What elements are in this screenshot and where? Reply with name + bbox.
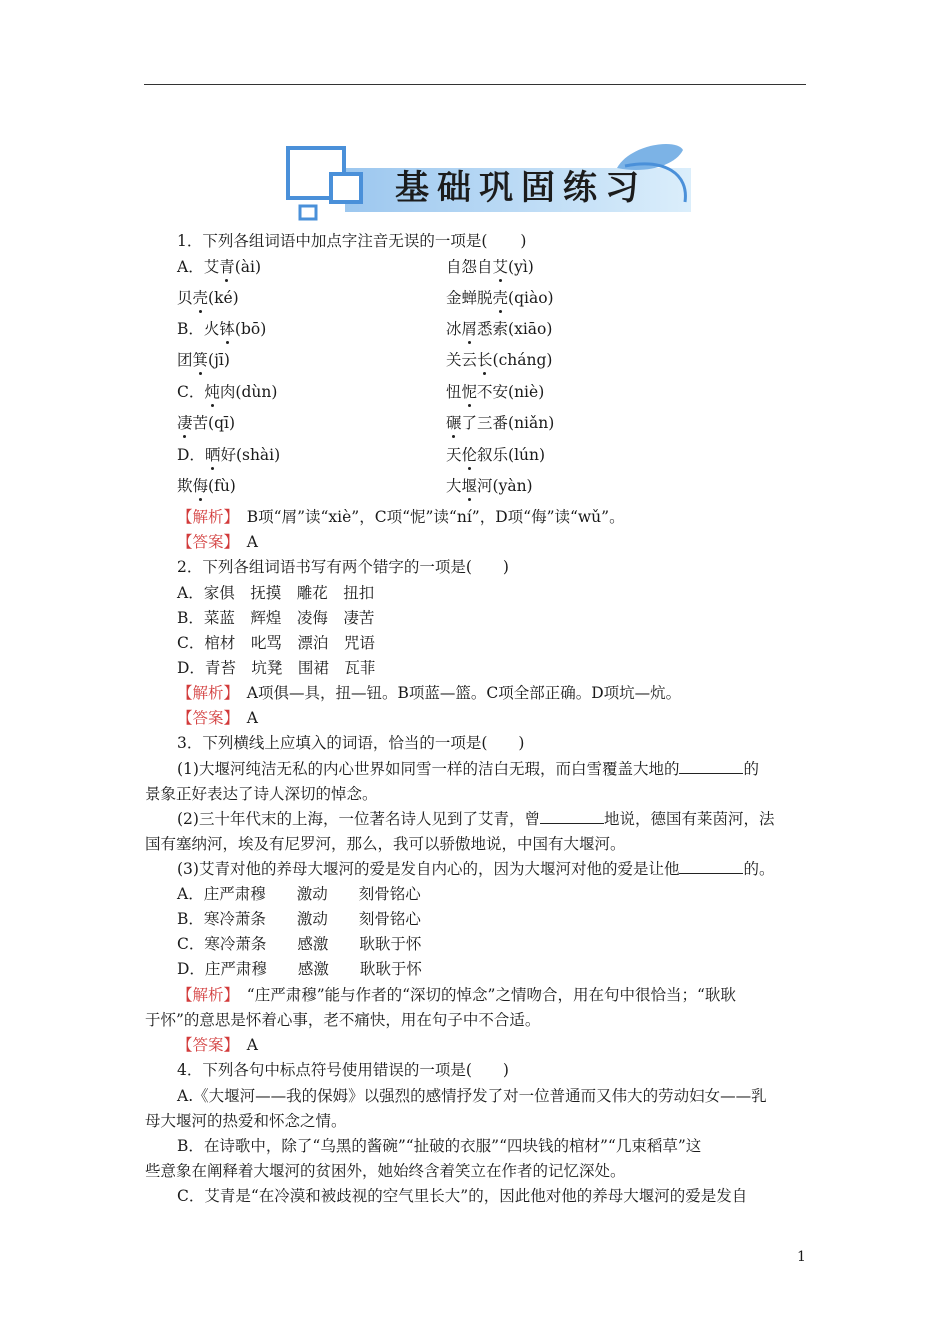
q1-option-c4: 碾了三番(niǎn) (446, 414, 555, 432)
q3-option-c: C．寒冷萧条 感激 耿耿于怀 (177, 935, 422, 953)
q1-option-d3: 欺侮(fù) (177, 477, 236, 495)
header-rule (144, 84, 806, 85)
q3-stem: 3．下列横线上应填入的词语，恰当的一项是( ) (177, 734, 525, 752)
q4-stem: 4．下列各句中标点符号使用错误的一项是( ) (177, 1061, 509, 1079)
q3-blank3 (679, 859, 743, 874)
q1-option-a3: 贝壳(ké) (177, 289, 239, 307)
q1-option-c3: 凄苦(qī) (177, 414, 235, 432)
q2-option-a: A．家俱 抚摸 雕花 扭扣 (177, 584, 375, 602)
q1-option-b2: 冰屑悉索(xiāo) (446, 320, 553, 338)
q2-stem: 2．下列各组词语书写有两个错字的一项是( ) (177, 558, 509, 576)
q3-option-b: B．寒冷萧条 激动 刻骨铭心 (177, 910, 421, 928)
q2-option-c: C．棺材 叱骂 漂泊 咒语 (177, 634, 375, 652)
q4-option-a: A.《大堰河——我的保姆》以强烈的感情抒发了对一位普通而又伟大的劳动妇女——乳 (177, 1087, 767, 1105)
q3-option-d: D．庄严肃穆 感激 耿耿于怀 (177, 960, 422, 978)
q2-answer: 【答案】 A (177, 709, 258, 727)
q1-option-a4: 金蝉脱壳(qiào) (446, 289, 554, 307)
q4-option-a-cont: 母大堰河的热爱和怀念之情。 (145, 1112, 347, 1130)
q4-option-b: B．在诗歌中，除了“乌黑的酱碗”“扯破的衣服”“四块钱的棺材”“几束稻草”这 (177, 1137, 702, 1155)
q3-answer: 【答案】 A (177, 1036, 258, 1054)
page-number: 1 (797, 1249, 806, 1265)
q1-option-d4: 大堰河(yàn) (446, 477, 533, 495)
q1-option-b3: 团箕(jī) (177, 351, 230, 369)
q3-blank1 (679, 759, 743, 774)
q3-sentence2-cont: 国有塞纳河，埃及有尼罗河，那么，我可以骄傲地说，中国有大堰河。 (145, 835, 626, 853)
q3-option-a: A．庄严肃穆 激动 刻骨铭心 (177, 885, 421, 903)
q3-sentence1: (1)大堰河纯洁无私的内心世界如同雪一样的洁白无瑕，而白雪覆盖大地的 的 (177, 760, 759, 778)
q3-analysis: 【解析】 “庄严肃穆”能与作者的“深切的悼念”之情吻合，用在句中很恰当；“耿耿 (177, 986, 736, 1004)
banner-title: 基础巩固练习 (395, 168, 647, 208)
q1-option-d1: D．晒好(shài) (177, 446, 281, 464)
q3-analysis-cont: 于怀”的意思是怀着心事，老不痛快，用在句子中不合适。 (145, 1011, 541, 1029)
q3-blank2 (540, 809, 604, 824)
q1-option-c1: C．炖肉(dùn) (177, 383, 278, 401)
q3-sentence2: (2)三十年代末的上海，一位著名诗人见到了艾青，曾 地说，德国有莱茵河，法 (177, 810, 775, 828)
q1-option-a1: A．艾青(ài) (177, 258, 262, 276)
q1-option-c2: 忸怩不安(niè) (446, 383, 545, 401)
q1-option-d2: 天伦叙乐(lún) (446, 446, 546, 464)
q2-option-b: B．菜蓝 辉煌 凌侮 凄苦 (177, 609, 375, 627)
q4-option-b-cont: 些意象在阐释着大堰河的贫困外，她始终含着笑立在作者的记忆深处。 (145, 1162, 626, 1180)
q1-analysis: 【解析】 B项“屑”读“xiè”，C项“怩”读“ní”，D项“侮”读“wǔ”。 (177, 508, 625, 526)
q1-stem: 1．下列各组词语中加点字注音无误的一项是( ) (177, 232, 527, 250)
q1-option-a2: 自怨自艾(yì) (446, 258, 534, 276)
banner-square-small (300, 206, 316, 219)
q3-sentence1-cont: 景象正好表达了诗人深切的悼念。 (145, 785, 378, 803)
q1-option-b4: 关云长(cháng) (446, 351, 553, 369)
q3-sentence3: (3)艾青对他的养母大堰河的爱是发自内心的，因为大堰河对他的爱是让他 的。 (177, 860, 775, 878)
q1-option-b1: B．火钵(bō) (177, 320, 267, 338)
banner-square-medium (331, 174, 361, 202)
q2-option-d: D．青苔 坑凳 围裙 瓦菲 (177, 659, 376, 677)
q2-analysis: 【解析】 A项俱—具，扭—钮。B项蓝—篮。C项全部正确。D项坑—炕。 (177, 684, 682, 702)
q1-answer: 【答案】 A (177, 533, 258, 551)
q4-option-c: C．艾青是“在冷漠和被歧视的空气里长大”的，因此他对他的养母大堰河的爱是发自 (177, 1187, 748, 1205)
